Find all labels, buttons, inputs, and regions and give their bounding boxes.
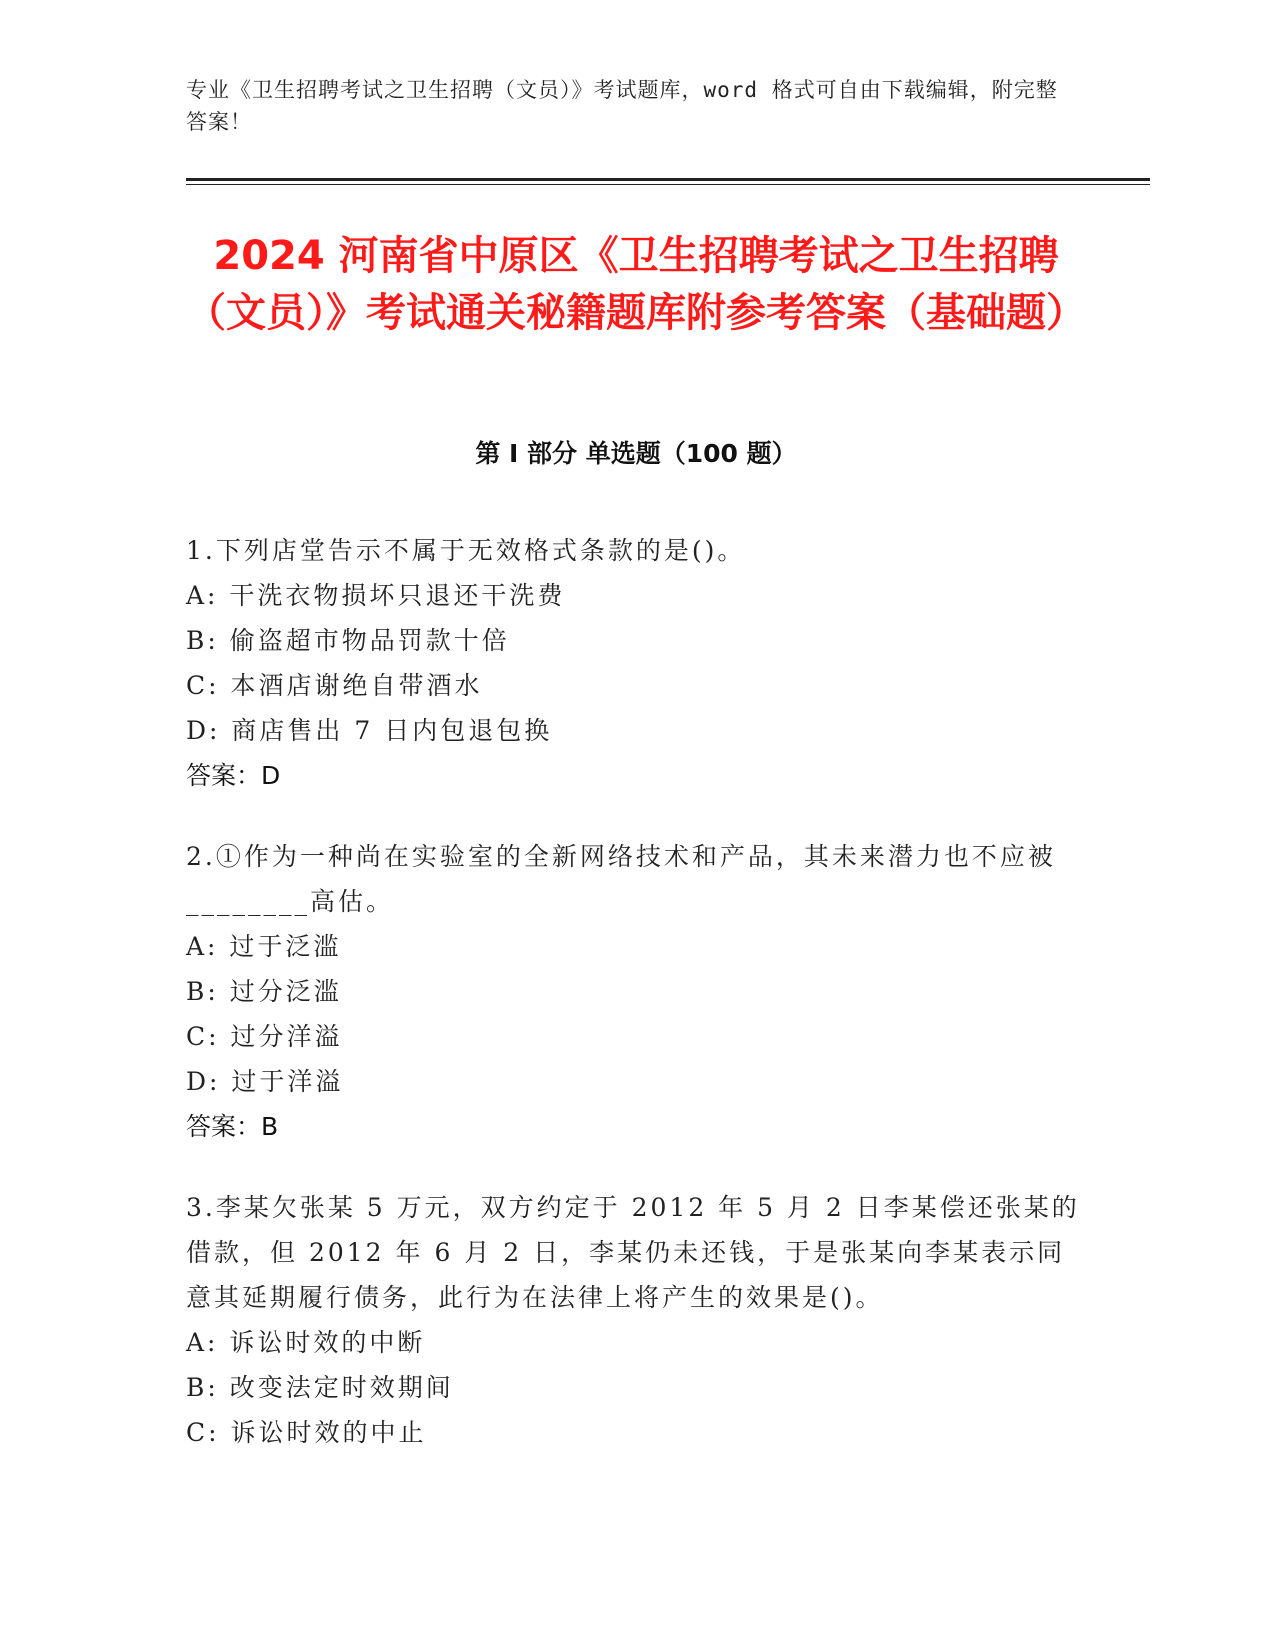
option-d: D: 商店售出 7 日内包退包换	[186, 716, 553, 745]
header-divider-thin	[186, 184, 1150, 185]
question-text: 3.李某欠张某 5 万元，双方约定于 2012 年 5 月 2 日李某偿还张某的借款，但 2012 年 6 月 2 日，李某仍未还钱，于是张某向李某表示同意其延期履行债务，此行为在法律上将产生的效果是()。	[186, 1193, 1080, 1312]
option-b: B: 偷盗超市物品罚款十倍	[186, 626, 510, 655]
document-title: 2024 河南省中原区《卫生招聘考试之卫生招聘（文员）》考试通关秘籍题库附参考答案（基础题）	[186, 233, 1086, 336]
question-1	[186, 528, 1086, 798]
question-3	[186, 1185, 1086, 1455]
option-a: A: 过于泛滥	[186, 932, 342, 961]
option-c: C: 过分洋溢	[186, 1022, 343, 1051]
option-d: D: 过于洋溢	[186, 1067, 344, 1096]
option-b: B: 改变法定时效期间	[186, 1373, 454, 1402]
option-c: C: 诉讼时效的中止	[186, 1418, 427, 1447]
option-a: A: 干洗衣物损坏只退还干洗费	[186, 581, 566, 610]
section-title: 第 I 部分 单选题（100 题）	[475, 439, 797, 468]
question-text: 1.下列店堂告示不属于无效格式条款的是()。	[186, 536, 746, 565]
header-note: 专业《卫生招聘考试之卫生招聘（文员）》考试题库，word 格式可自由下载编辑，附完整答案！	[186, 78, 1058, 134]
question-2	[186, 834, 1086, 1149]
option-b: B: 过分泛滥	[186, 977, 342, 1006]
header-divider-thick	[186, 178, 1150, 181]
option-c: C: 本酒店谢绝自带酒水	[186, 671, 483, 700]
answer: 答案：B	[186, 1112, 279, 1141]
question-text: 2.①作为一种尚在实验室的全新网络技术和产品，其未来潜力也不应被________高估。	[186, 842, 1056, 916]
answer: 答案：D	[186, 761, 281, 790]
option-a: A: 诉讼时效的中断	[186, 1328, 426, 1357]
questions-list	[186, 528, 1086, 1491]
